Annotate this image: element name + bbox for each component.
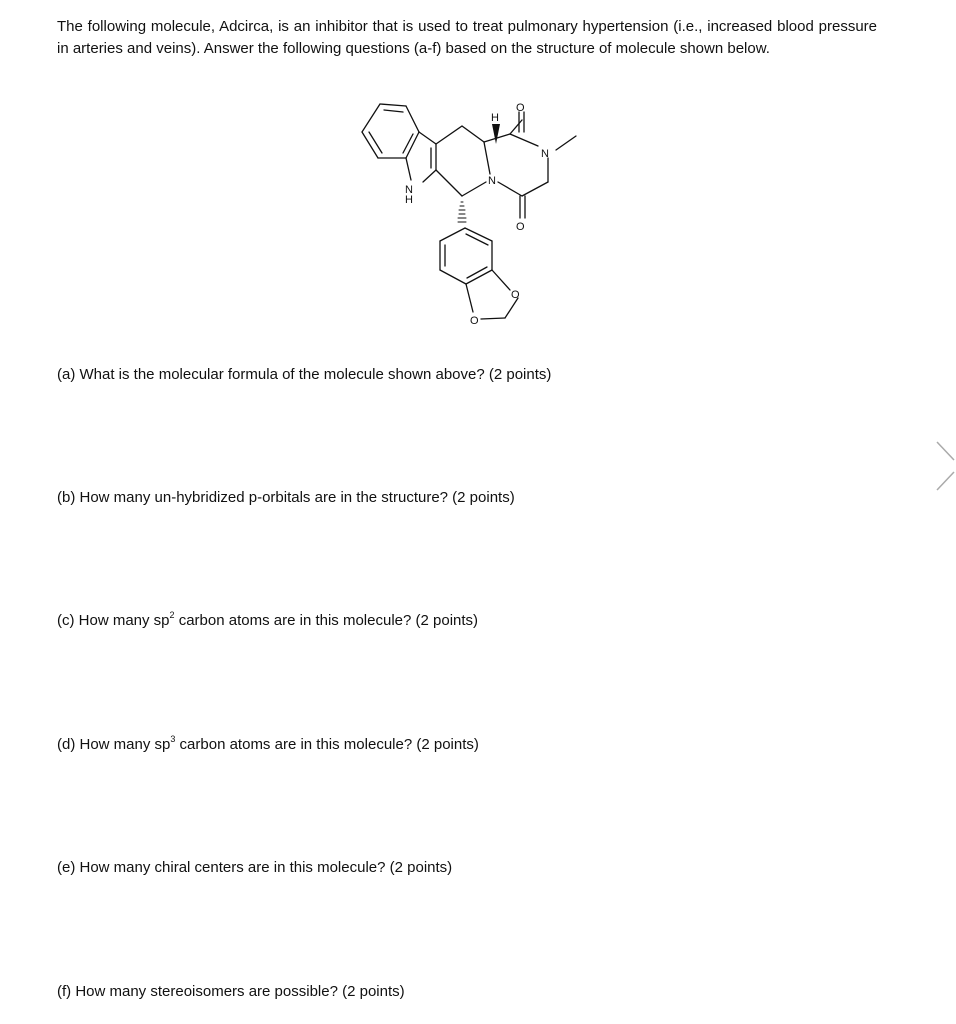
hashed-wedge-bond [458, 202, 466, 222]
question-a: (a) What is the molecular formula of the molecule shown above? (2 points) [57, 366, 552, 383]
benzodioxole-benzene-ring [440, 228, 492, 284]
question-d: (d) How many $sp^3$ carbon atoms are in this molecule? (2 points) [57, 734, 479, 753]
dioxole-o-right-label: O [511, 289, 520, 301]
stereo-h-label: H [491, 112, 499, 124]
carbonyl-bottom-o-label: O [516, 221, 525, 233]
carbonyl-top-o-label: O [516, 102, 525, 114]
question-c: (c) How many $sp^2$ carbon atoms are in this molecule? (2 points) [57, 610, 479, 629]
ring-n-label: N [488, 175, 496, 187]
indole-n-label: N [405, 184, 413, 196]
page-edge-chevron-icon [935, 440, 956, 492]
question-e: (e) How many chiral centers are in this molecule? (2 points) [57, 859, 453, 876]
stereo-wedge-h [492, 124, 500, 144]
indole-benzene-ring [362, 104, 419, 158]
question-b: (b) How many un-hybridized p-orbitals are in the structure? (2 points) [57, 489, 515, 506]
indole-h-label: H [405, 194, 413, 206]
adcirca-structure-diagram [330, 95, 590, 335]
carbonyl-bonds [519, 112, 525, 218]
amide-n-label: N [541, 148, 549, 160]
dioxole-o-bottom-label: O [470, 315, 479, 327]
middle-ring [436, 126, 486, 196]
question-f: (f) How many stereoisomers are possible? (2 points) [57, 983, 405, 1000]
intro-paragraph: The following molecule, Adcirca, is an inhibitor that is used to treat pulmonary hypertension (i.e., increased blood pressure in arteries and veins). Answer the following questions (a-f) based on the structure of molecule shown below. [57, 18, 877, 57]
